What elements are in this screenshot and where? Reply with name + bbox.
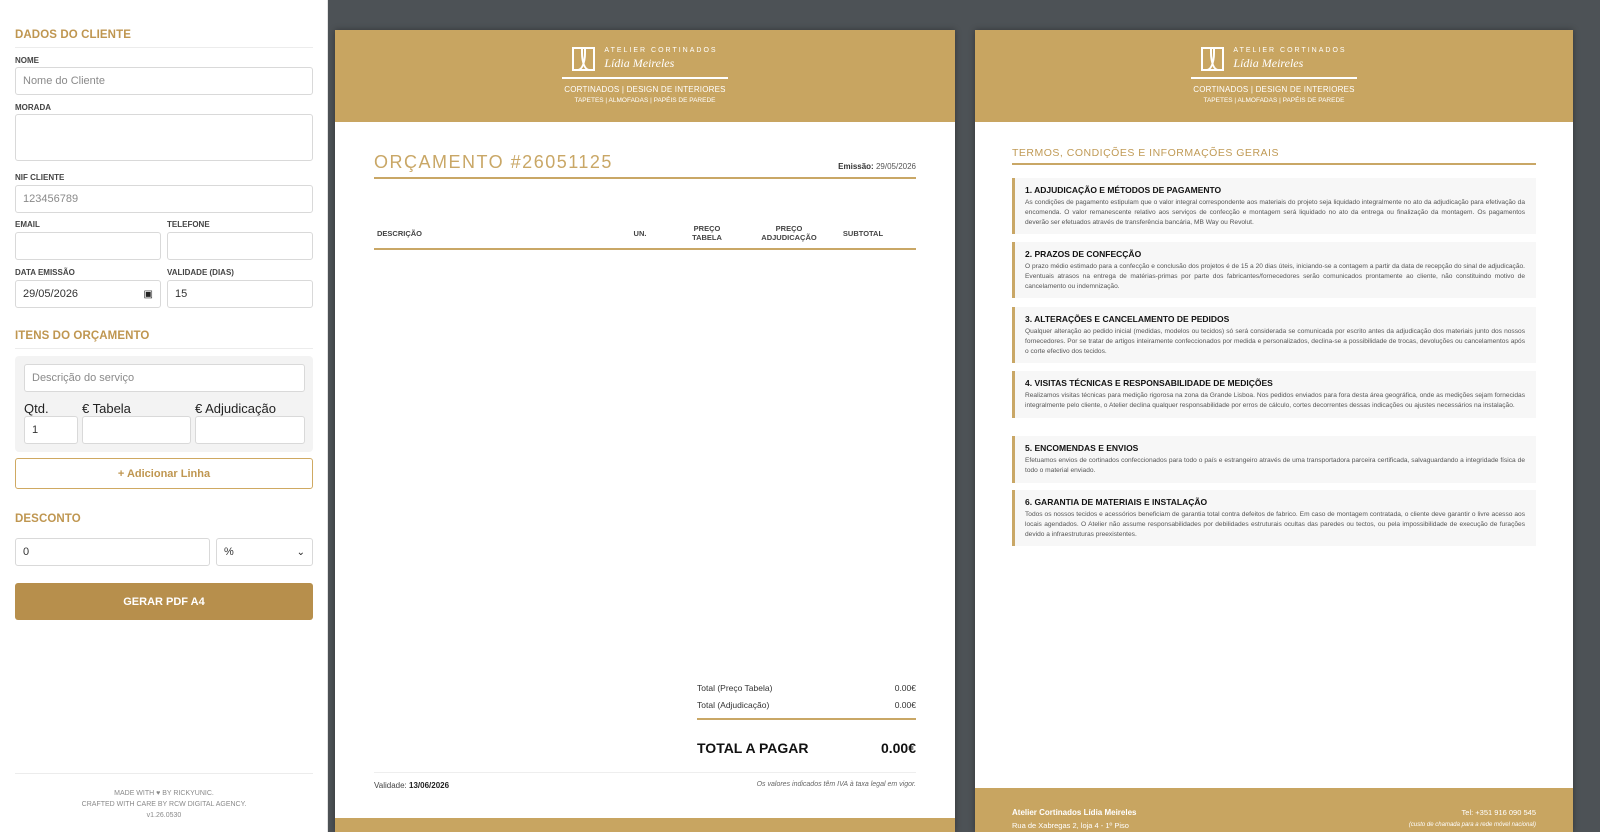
total-adjudicacao-value: 0.00€ [894,700,916,710]
version-label: v1.26.0530 [146,812,182,819]
footer-phone: Tel: +351 916 090 545 [1461,808,1536,817]
data-emissao-label: DATA EMISSÃO [15,268,75,277]
term-text: O prazo médio estimado para a confecção e conclusão dos projetos é de 15 a 20 dias úteis, iniciando-se a contagem a partir da data de recepção do sinal de adjudicação. Eventuais atrasos na entrega de matérias-primas por parte dos fabricantes/fornecedores serão comunicados prontamente ao cliente, não constituindo motivo de cancelamento ou indemnização. [1025,263,1525,290]
morada-textarea[interactable] [15,114,313,161]
term-title: 3. ALTERAÇÕES E CANCELAMENTO DE PEDIDOS [1025,314,1230,324]
term-text: Realizamos visitas técnicas para medição rigorosa na zona da Grande Lisboa. Nos pedidos enviados para fora desta área geográfica, onde as medições sejam fornecidas integralmente pelo cliente, o Atelier declina qualquer responsabilidade por erros de cálculo, cortes decorrentes dessas indicações ou ajustes necessários na instalação. [1025,392,1525,409]
emission-date [838,162,916,171]
iva-note: Os valores indicados têm IVA à taxa legal em vigor. [756,781,916,788]
qtd-label: Qtd. [24,401,49,416]
brand-name: Lídia Meireles [604,56,675,70]
discount-input[interactable]: 0 [15,538,210,566]
validade-input[interactable]: 15 [167,280,313,308]
add-line-button[interactable]: + Adicionar Linha [15,458,313,489]
term-item [1012,436,1536,483]
validity-label: Validade: [374,781,407,790]
col-subtotal: SUBTOTAL [842,229,884,238]
adjudicacao-input[interactable] [195,416,305,444]
terms-title: TERMOS, CONDIÇÕES E INFORMAÇÕES GERAIS [1012,147,1536,165]
brand-small-text: ATELIER CORTINADOS [604,47,718,54]
emission-label: Emissão: [838,162,874,171]
term-text: Efetuamos envios de cortinados confeccionados para todo o país e estrangeiro através de uma transportadora parceira certificada, salvaguardando a integridade física de todo o material enviado. [1025,457,1525,474]
email-input[interactable] [15,232,161,260]
term-text: Todos os nossos tecidos e acessórios beneficiam de garantia total contra defeitos de fabrico. Em caso de montagem contratada, o cliente deve garantir o livre acesso aos locais agendados. O Atelier não assume responsabilidades por debilidades estruturais ocultas das paredes ou tectos, ou pela impossibilidade de execução de furações devido a infraestruturas preexistentes. [1025,511,1525,538]
col-descricao: DESCRIÇÃO [377,229,423,238]
calendar-icon[interactable]: ▣ [143,288,153,300]
brand-subtitle: CORTINADOS | DESIGN DE INTERIORES [564,85,726,94]
table-header-divider [374,248,916,250]
validity-date: 13/06/2026 [409,781,450,790]
term-title: 6. GARANTIA DE MATERIAIS E INSTALAÇÃO [1025,497,1208,507]
term-title: 1. ADJUDICAÇÃO E MÉTODOS DE PAGAMENTO [1025,185,1222,195]
validity [374,781,449,790]
data-emissao-input[interactable] [15,280,161,308]
credits [15,773,313,821]
brand-logo [1191,47,1357,104]
quote-page [335,30,955,832]
term-title: 5. ENCOMENDAS E ENVIOS [1025,443,1139,453]
title-divider [374,177,916,179]
curtain-icon [1201,47,1224,71]
col-un: UN. [633,229,647,238]
morada-label: MORADA [15,103,51,112]
brand-subtitle: CORTINADOS | DESIGN DE INTERIORES [1193,85,1355,94]
total-tabela-value: 0.00€ [894,683,916,693]
telefone-label: TELEFONE [167,220,210,229]
discount-section-title: DESCONTO [15,513,81,525]
term-item [1012,178,1536,234]
footer-address: Rua de Xabregas 2, loja 4 - 1º Piso [1012,821,1129,830]
tabela-label: € Tabela [82,401,131,416]
quote-footer [374,772,916,790]
total-tabela-label: Total (Preço Tabela) [697,683,773,693]
total-adjudicacao-label: Total (Adjudicação) [697,700,770,710]
total-pagar-value: 0.00€ [880,740,916,756]
qtd-input[interactable]: 1 [24,416,78,444]
term-text: As condições de pagamento estipulam que o valor integral correspondente aos materiais do projeto seja liquidado integralmente no ato da adjudicação para efetivação da encomenda. O valor remanescente relativo aos serviços de confecção e montagem será liquidado no ato da entrega ou finalização da montagem. Os pagamentos deverão ser efetuados através de transferência bancária, MB Way ou Revolut. [1025,199,1525,226]
nome-label: NOME [15,56,39,65]
brand-subtitle-2: TAPETES | ALMOFADAS | PAPÉIS DE PAREDE [574,97,716,104]
curtain-icon [572,47,595,71]
discount-unit-select[interactable] [216,538,313,566]
col-preco-tabela: PREÇO TABELA [692,224,722,242]
footer-company-name: Atelier Cortinados Lídia Meireles [1012,808,1137,817]
tabela-input[interactable] [82,416,191,444]
descricao-input[interactable]: Descrição do serviço [24,364,305,392]
term-title: 4. VISITAS TÉCNICAS E RESPONSABILIDADE DE MEDIÇÕES [1025,378,1273,388]
quote-form-panel [0,0,328,832]
term-item [1012,490,1536,546]
totals-divider [697,718,916,720]
term-text: Qualquer alteração ao pedido inicial (medidas, modelos ou tecidos) só será considerada se comunicada por escrito antes da adjudicação dos materiais junto dos nossos fornecedores. Por se tratar de artigos inteiramente confeccionados por medida e personalizados, declina-se a possibilidade de trocas, devoluções ou cancelamentos após o corte efectivo dos tecidos. [1025,328,1525,355]
page-header-banner [975,30,1573,122]
telefone-input[interactable] [167,232,313,260]
page-footer-band [335,818,955,832]
credits-line-2: CRAFTED WITH CARE BY RCW DIGITAL AGENCY. [81,801,247,808]
brand-subtitle-2: TAPETES | ALMOFADAS | PAPÉIS DE PAREDE [1203,97,1345,104]
term-item [1012,307,1536,363]
terms-page [975,30,1573,832]
total-pagar-label: TOTAL A PAGAR [697,740,809,756]
credits-line-1: MADE WITH ♥ BY RICKYUNIC. [114,790,214,797]
items-section-title: ITENS DO ORÇAMENTO [15,330,313,349]
footer-phone-note: (custo de chamada para a rede móvel nacional) [1408,822,1536,828]
quote-title: ORÇAMENTO #26051125 [374,152,613,172]
generate-pdf-button[interactable]: GERAR PDF A4 [15,583,313,620]
data-emissao-value: 29/05/2026 [23,288,79,300]
brand-logo [562,47,728,104]
nif-input[interactable]: 123456789 [15,185,313,213]
validade-label: VALIDADE (DIAS) [167,268,234,277]
term-item [1012,371,1536,418]
discount-unit-value: % [224,546,234,558]
brand-small-text: ATELIER CORTINADOS [1233,47,1347,54]
email-label: EMAIL [15,220,40,229]
brand-name: Lídia Meireles [1233,56,1304,70]
client-section-title: DADOS DO CLIENTE [15,29,313,48]
terms-footer [975,788,1573,832]
term-item [1012,242,1536,298]
term-title: 2. PRAZOS DE CONFECÇÃO [1025,249,1142,259]
chevron-down-icon: ⌄ [296,546,305,558]
adjudicacao-label: € Adjudicação [195,401,276,416]
emission-value: 29/05/2026 [875,162,916,171]
nome-input[interactable]: Nome do Cliente [15,67,313,95]
page-header-banner [335,30,955,122]
nif-label: NIF CLIENTE [15,173,65,182]
col-preco-adjudicacao: PREÇO ADJUDICAÇÃO [761,224,817,242]
